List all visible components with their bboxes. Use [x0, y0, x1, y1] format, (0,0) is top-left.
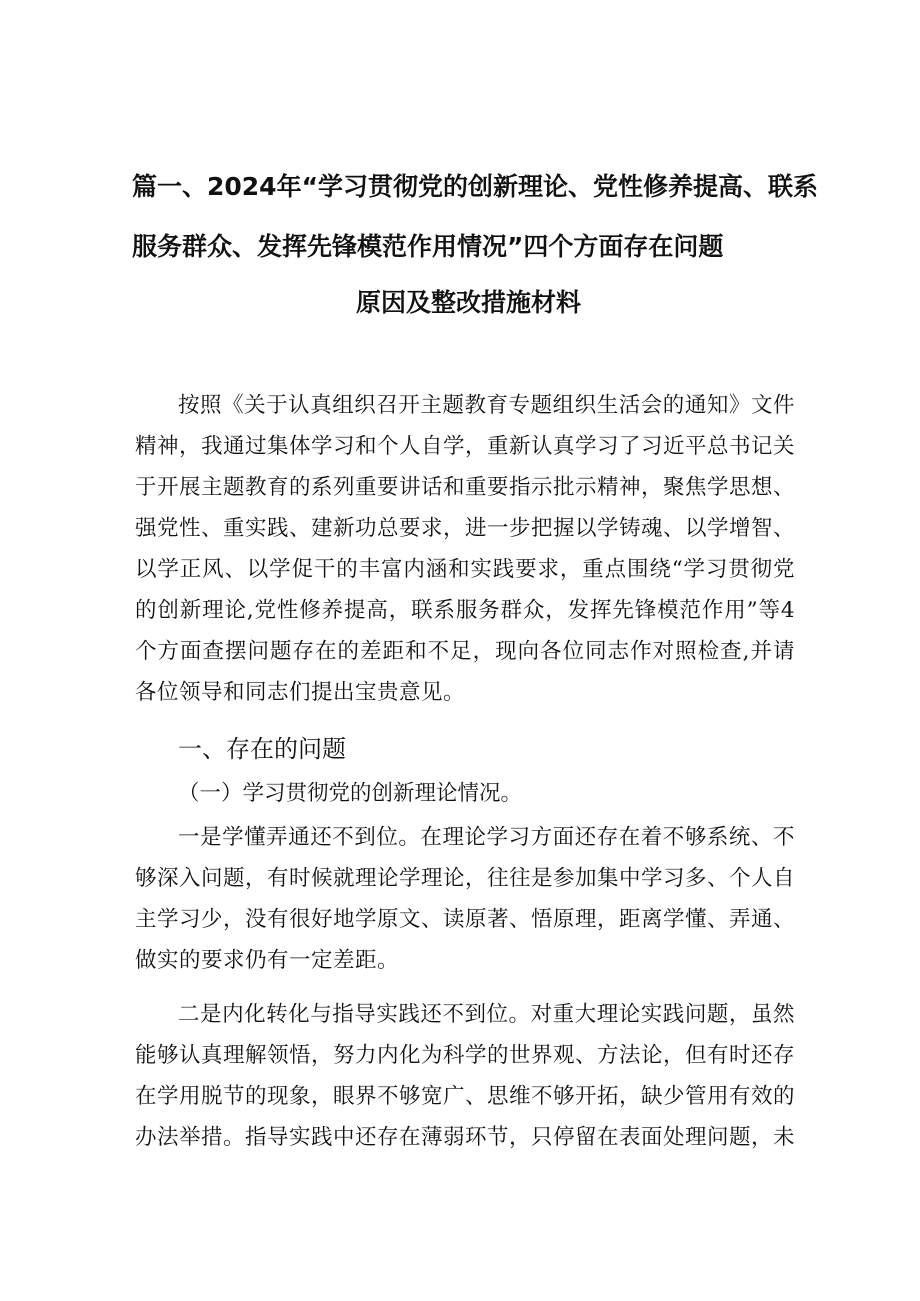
document-title-line-2: 服务群众、发挥先锋模范作用情况”四个方面存在问题: [132, 232, 724, 261]
body-paragraph-2: 二是内化转化与指导实践还不到位。对重大理论实践问题，虽然能够认真理解领悟，努力内化为科学的世界观、方法论，但有时还存在学用脱节的现象，眼界不够宽广、思维不够开拓，缺少管用有效的办法举措。指导实践中还存在薄弱环节，只停留在表面处理问题，未: [135, 1002, 796, 1150]
subsection-heading: （一）学习贯彻党的创新理论情况。: [178, 781, 523, 806]
paragraph-block-2: [135, 994, 795, 1158]
paragraph-block-1: [135, 817, 795, 981]
intro-block: [135, 385, 795, 713]
document-title-line-1: 篇一、2024年“学习贯彻党的创新理论、党性修养提高、联系: [132, 172, 819, 201]
intro-paragraph: 按照《关于认真组织召开主题教育专题组织生活会的通知》文件精神，我通过集体学习和个人自学，重新认真学习了习近平总书记关于开展主题教育的系列重要讲话和重要指示批示精神，聚焦学思想、强党性、重实践、建新功总要求，进一步把握以学铸魂、以学增智、以学正风、以学促干的丰富内涵和实践要求，重点围绕“学习贯彻党的创新理论,党性修养提高，联系服务群众，发挥先锋模范作用”等4个方面查摆问题存在的差距和不足，现向各位同志作对照检查,并请各位领导和同志们提出宝贵意见。: [135, 393, 796, 705]
document-title-line-3: 原因及整改措施材料: [356, 288, 582, 317]
section-heading: 一、存在的问题: [178, 735, 346, 763]
body-paragraph-1: 一是学懂弄通还不到位。在理论学习方面还存在着不够系统、不够深入问题，有时候就理论学理论，往往是参加集中学习多、个人自主学习少，没有很好地学原文、读原著、悟原理，距离学懂、弄通、做实的要求仍有一定差距。: [135, 825, 796, 973]
